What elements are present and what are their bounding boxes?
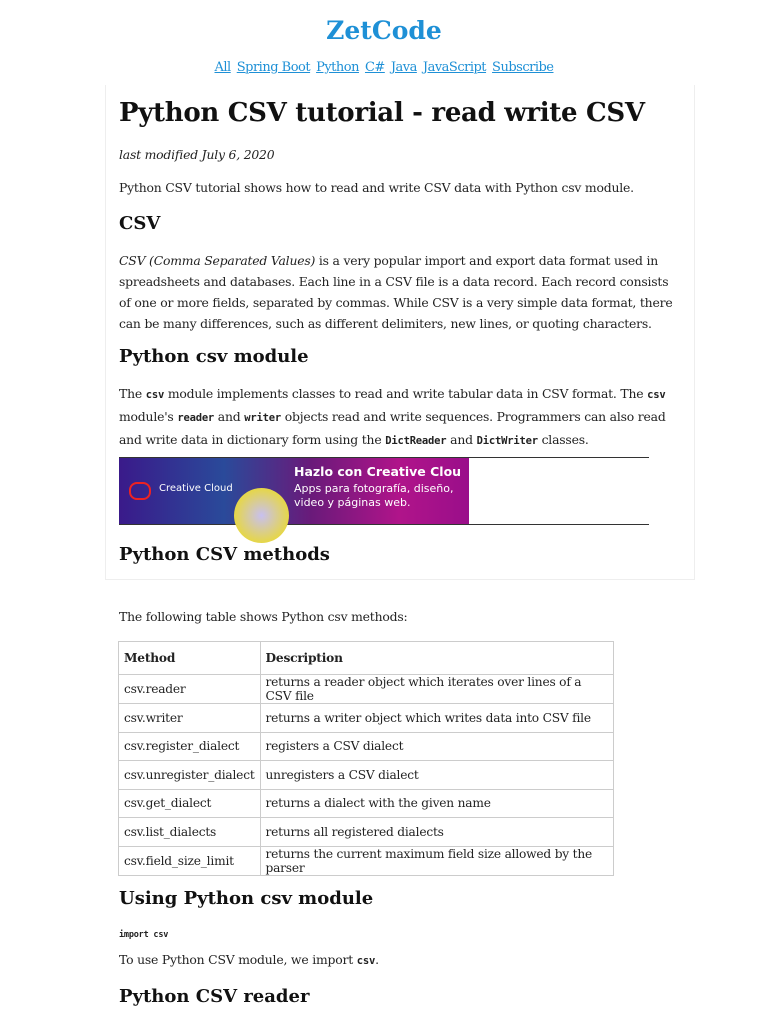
nav-java[interactable]: Java	[390, 60, 417, 75]
heading-csv-module: Python csv module	[119, 346, 309, 367]
description-cell: returns a reader object which iterates over lines of a CSV file	[260, 675, 613, 704]
description-cell: registers a CSV dialect	[260, 732, 613, 761]
heading-csv: CSV	[119, 213, 161, 234]
table-row	[119, 789, 614, 818]
page-title: Python CSV tutorial - read write CSV	[119, 98, 645, 128]
table-intro: The following table shows Python csv methods:	[119, 609, 408, 624]
table-header	[119, 642, 614, 675]
table-row	[119, 704, 614, 733]
text: To use Python CSV module, we import	[119, 952, 357, 967]
heading-csv-methods: Python CSV methods	[119, 544, 330, 565]
method-cell: csv.get_dialect	[119, 789, 261, 818]
nav-subscribe[interactable]: Subscribe	[492, 60, 554, 75]
ad-headline: Hazlo con Creative Clou	[294, 464, 462, 479]
ad-brand: Creative Cloud	[159, 483, 233, 494]
code: csv	[647, 389, 666, 401]
method-cell: csv.unregister_dialect	[119, 761, 261, 790]
column-header: Method	[119, 642, 261, 675]
table-row	[119, 732, 614, 761]
column-header: Description	[260, 642, 613, 675]
code: reader	[177, 412, 215, 424]
nav-spring-boot[interactable]: Spring Boot	[236, 60, 311, 75]
text: classes.	[537, 432, 589, 447]
method-cell: csv.list_dialects	[119, 818, 261, 847]
heading-csv-reader: Python CSV reader	[119, 986, 310, 1007]
site-logo[interactable]: ZetCode	[326, 16, 442, 45]
nav-csharp[interactable]: C#	[364, 60, 385, 75]
description-cell: returns the current maximum field size allowed by the parser	[260, 846, 613, 875]
description-cell: returns all registered dialects	[260, 818, 613, 847]
text: and	[446, 432, 477, 447]
table-row	[119, 846, 614, 875]
description-cell: unregisters a CSV dialect	[260, 761, 613, 790]
csv-text: is a very popular import and export data format used in spreadsheets and databases. Each line in a CSV file is a data record. Each record consists of one or more fields, separated by commas. While CSV is a very simple data format, there can be many differences, such as different delimiters, new lines, or quoting characters.	[119, 253, 673, 331]
code: DictReader	[385, 435, 447, 447]
nav-javascript[interactable]: JavaScript	[422, 60, 487, 75]
text: module implements classes to read and write tabular data in CSV format. The	[164, 386, 648, 401]
csv-term: CSV (Comma Separated Values)	[119, 253, 316, 268]
text: The	[119, 386, 146, 401]
methods-table	[118, 641, 614, 876]
last-modified: last modified July 6, 2020	[119, 147, 275, 162]
code-import: import csv	[119, 930, 169, 940]
ad-image[interactable]	[119, 458, 469, 524]
use-paragraph	[119, 949, 679, 972]
module-paragraph	[119, 383, 679, 452]
advertisement-banner[interactable]	[119, 457, 649, 525]
method-cell: csv.reader	[119, 675, 261, 704]
creative-cloud-icon	[129, 482, 151, 500]
table-row	[119, 818, 614, 847]
text: objects read and write sequences. Programmers can also read and write data in dictionary form using the	[119, 409, 666, 447]
nav-all[interactable]: All	[214, 60, 231, 75]
table-row	[119, 761, 614, 790]
code: csv	[145, 389, 165, 401]
ad-text: Apps para fotografía, diseño, video y páginas web.	[294, 482, 454, 509]
text: module's	[119, 409, 178, 424]
code-block	[119, 922, 679, 946]
text: .	[375, 952, 379, 967]
intro-text: Python CSV tutorial shows how to read and write CSV data with Python csv module.	[119, 180, 634, 195]
planet-graphic	[234, 488, 289, 543]
nav-python[interactable]: Python	[316, 60, 359, 75]
method-cell: csv.field_size_limit	[119, 846, 261, 875]
csv-paragraph	[119, 250, 679, 334]
top-nav	[0, 60, 768, 75]
method-cell: csv.writer	[119, 704, 261, 733]
table-row	[119, 675, 614, 704]
description-cell: returns a dialect with the given name	[260, 789, 613, 818]
code: csv	[356, 955, 376, 967]
description-cell: returns a writer object which writes data into CSV file	[260, 704, 613, 733]
heading-using-module: Using Python csv module	[119, 888, 374, 909]
code: DictWriter	[476, 435, 538, 447]
method-cell: csv.register_dialect	[119, 732, 261, 761]
text: and	[214, 409, 245, 424]
code: writer	[244, 412, 281, 424]
